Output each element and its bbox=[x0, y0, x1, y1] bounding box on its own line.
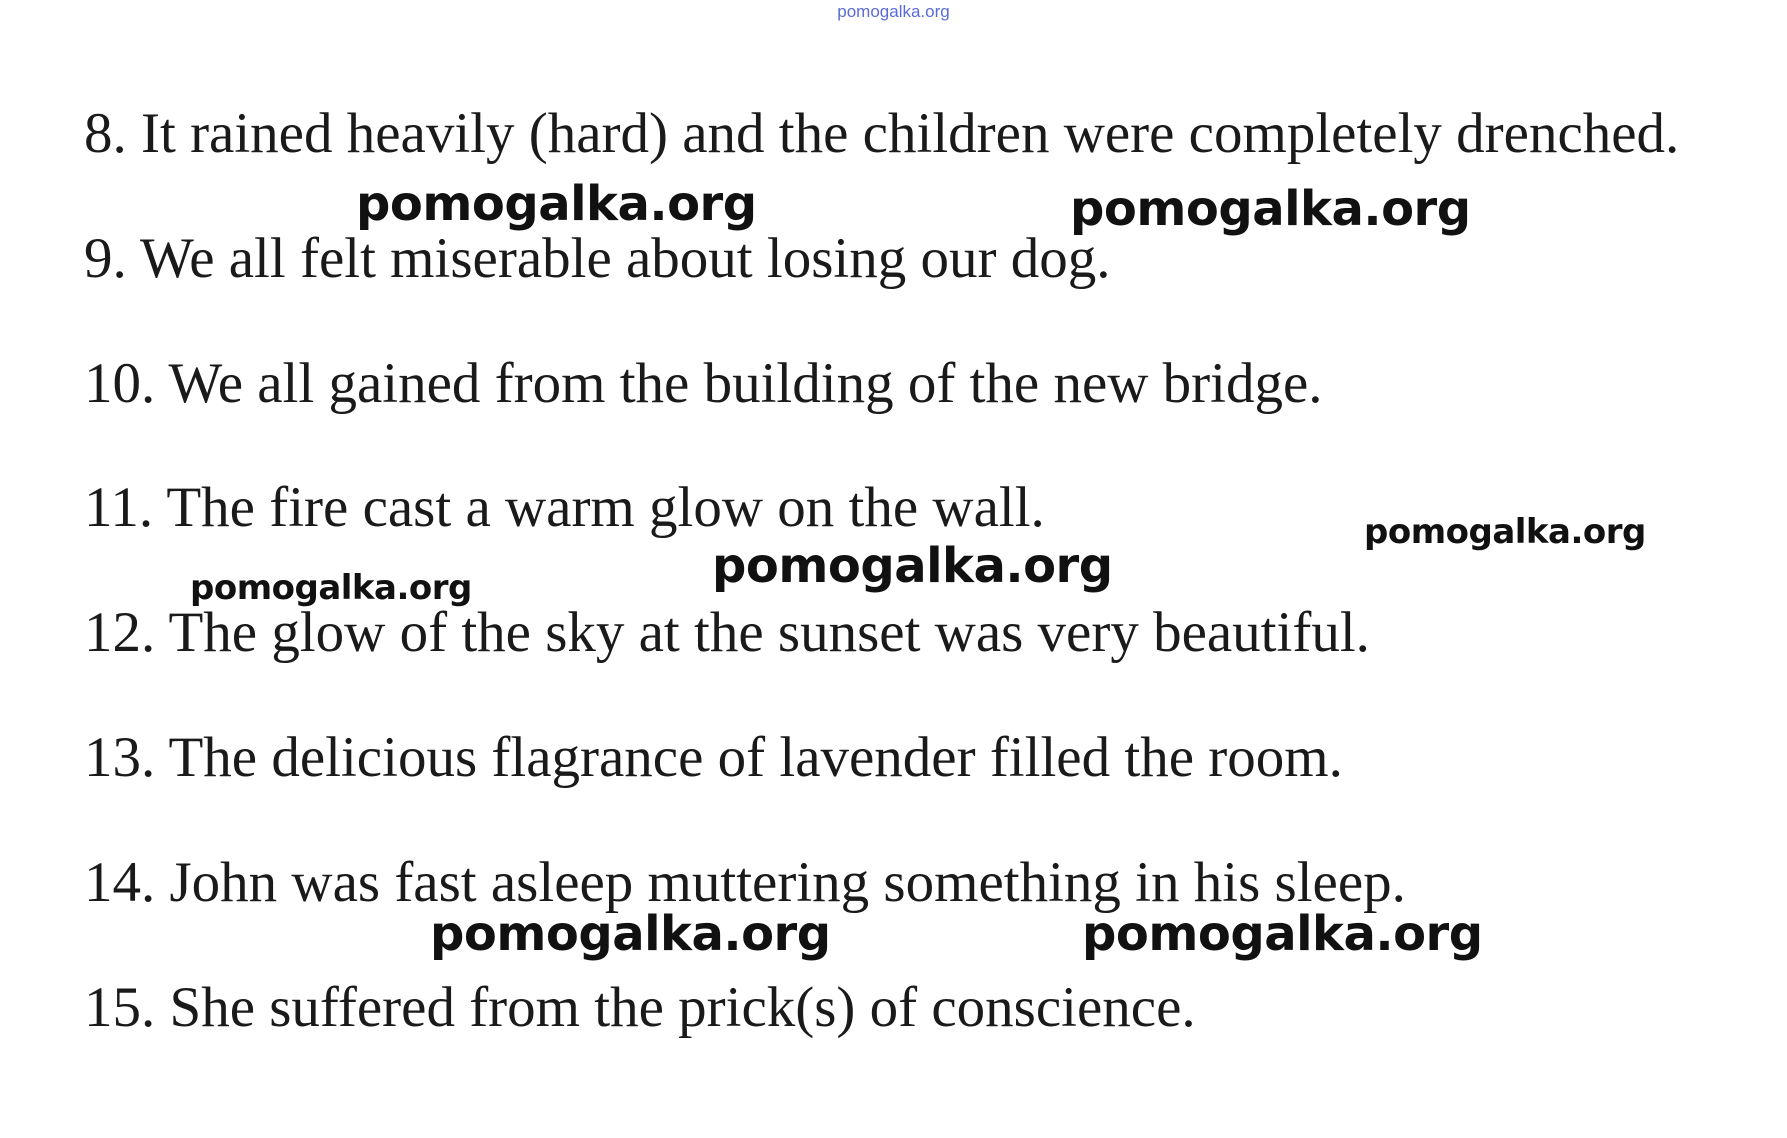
sentence-12: 12. The glow of the sky at the sunset was very beautiful. bbox=[84, 601, 1370, 664]
sentence-15: 15. She suffered from the prick(s) of conscience. bbox=[84, 976, 1196, 1039]
sentence-8: 8. It rained heavily (hard) and the children were completely drenched. bbox=[84, 102, 1680, 165]
watermark: pomogalka.org bbox=[712, 538, 1113, 594]
sentence-11: 11. The fire cast a warm glow on the wall. bbox=[84, 476, 1045, 539]
sentence-10: 10. We all gained from the building of the new bridge. bbox=[84, 352, 1323, 415]
sentence-9: 9. We all felt miserable about losing our dog. bbox=[84, 227, 1111, 290]
watermark: pomogalka.org bbox=[430, 906, 831, 962]
sentence-14: 14. John was fast asleep muttering something in his sleep. bbox=[84, 851, 1406, 914]
sentence-13: 13. The delicious flagrance of lavender filled the room. bbox=[84, 726, 1343, 789]
site-watermark-top: pomogalka.org bbox=[837, 2, 950, 21]
watermark: pomogalka.org bbox=[190, 568, 472, 608]
watermark: pomogalka.org bbox=[1364, 512, 1646, 552]
watermark: pomogalka.org bbox=[1070, 181, 1471, 237]
watermark: pomogalka.org bbox=[1082, 906, 1483, 962]
watermark: pomogalka.org bbox=[356, 176, 757, 232]
